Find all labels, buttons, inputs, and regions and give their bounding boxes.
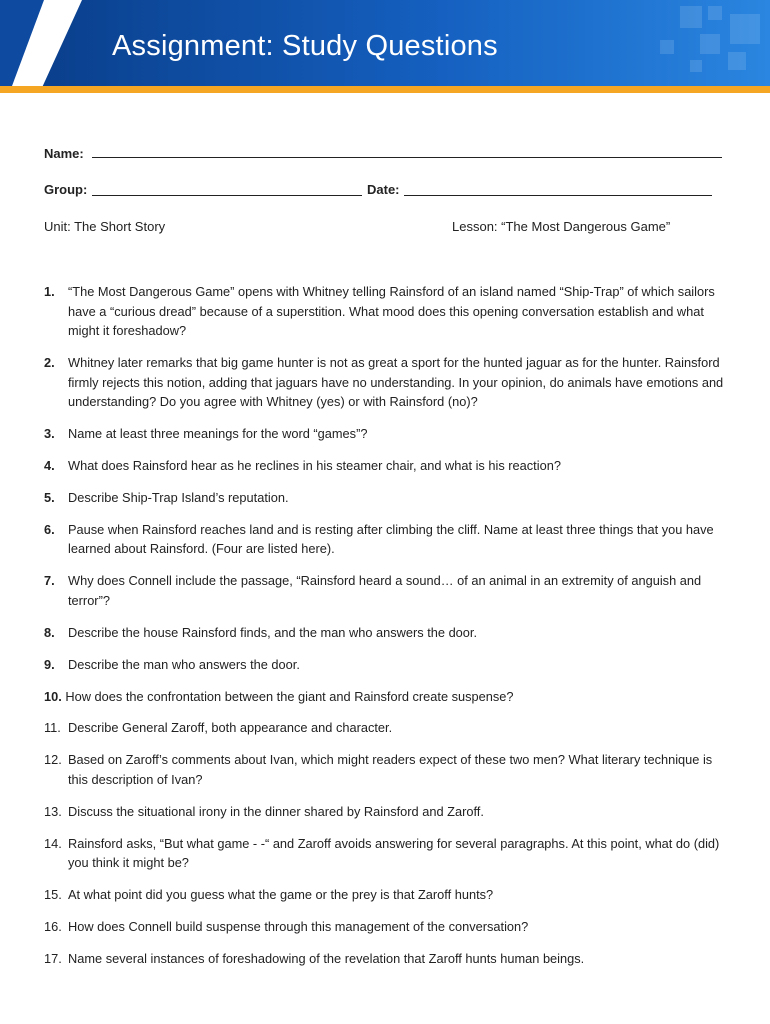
question-number: 6. <box>44 521 55 537</box>
question-text: Describe Ship-Trap Island’s reputation. <box>68 489 289 505</box>
question-number: 15. <box>44 887 62 903</box>
question-item <box>44 571 734 610</box>
question-number: 10. <box>44 688 62 704</box>
question-item <box>44 917 734 937</box>
question-item <box>44 718 734 738</box>
date-field[interactable] <box>404 195 712 196</box>
group-field[interactable] <box>92 195 362 196</box>
question-number: 13. <box>44 803 62 819</box>
questions-list <box>44 282 734 981</box>
question-number: 9. <box>44 656 55 672</box>
question-number: 16. <box>44 919 62 935</box>
question-item <box>44 488 734 508</box>
question-item <box>44 750 734 789</box>
question-text: Based on Zaroff’s comments about Ivan, which might readers expect of these two men? What literary technique is this description of Ivan? <box>68 752 713 787</box>
question-number: 4. <box>44 458 55 474</box>
question-item <box>44 834 734 873</box>
question-number: 2. <box>44 355 55 371</box>
question-number: 1. <box>44 284 55 299</box>
question-text: Why does Connell include the passage, “Rainsford heard a sound… of an animal in an extremity of anguish and terror”? <box>68 573 702 608</box>
date-label: Date: <box>367 182 400 197</box>
question-text: How does Connell build suspense through this management of the conversation? <box>68 919 529 935</box>
question-text: Describe the man who answers the door. <box>68 656 300 672</box>
question-item <box>44 687 734 707</box>
name-label: Name: <box>44 146 84 161</box>
question-item <box>44 424 734 444</box>
question-number: 3. <box>44 426 55 442</box>
group-label: Group: <box>44 182 88 197</box>
question-text: Rainsford asks, “But what game - -“ and Zaroff avoids answering for several paragraphs. At this point, what do (did) you think it might be? <box>68 835 720 871</box>
question-number: 17. <box>44 951 62 966</box>
question-text: Describe the house Rainsford finds, and the man who answers the door. <box>68 624 478 640</box>
question-text: At what point did you guess what the game or the prey is that Zaroff hunts? <box>68 887 494 903</box>
question-text: Discuss the situational irony in the dinner shared by Rainsford and Zaroff. <box>68 803 484 819</box>
question-item <box>44 623 734 643</box>
question-number: 8. <box>44 624 55 640</box>
question-item <box>44 655 734 675</box>
question-text: What does Rainsford hear as he reclines in his steamer chair, and what is his reaction? <box>68 458 561 474</box>
question-item <box>44 456 734 476</box>
question-text: “The Most Dangerous Game” opens with Whitney telling Rainsford of an island named “Ship-Trap” of which sailors have a “curious dread” because of a superstition. What mood does this opening conversation establish and what might it foreshadow? <box>68 284 715 339</box>
question-text: Name several instances of foreshadowing of the revelation that Zaroff hunts human beings. <box>68 951 585 966</box>
question-number: 7. <box>44 573 55 589</box>
name-field[interactable] <box>92 157 722 158</box>
question-number: 5. <box>44 489 55 505</box>
question-text: Describe General Zaroff, both appearance and character. <box>68 720 393 736</box>
unit-text: Unit: The Short Story <box>44 219 166 234</box>
question-text: Pause when Rainsford reaches land and is resting after climbing the cliff. Name at least three things that you have learned about Rainsford. (Four are listed here). <box>68 521 714 557</box>
question-number: 14. <box>44 835 62 851</box>
question-text: Whitney later remarks that big game hunter is not as great a sport for the hunted jaguar as for the hunter. Rainsford firmly rejects this notion, adding that jaguars have no understanding. In your opinion, do animals have emotions and understanding? Do you agree with Whitney (yes) or with Rainsford (no)? <box>68 355 724 410</box>
question-item <box>44 949 734 969</box>
header-banner <box>0 0 770 100</box>
question-item <box>44 520 734 559</box>
question-number: 11. <box>44 720 61 736</box>
question-item <box>44 353 734 412</box>
lesson-text: Lesson: “The Most Dangerous Game” <box>452 219 671 234</box>
question-text: Name at least three meanings for the word “games”? <box>68 426 368 442</box>
question-item <box>44 282 734 341</box>
question-text: How does the confrontation between the giant and Rainsford create suspense? <box>65 688 514 704</box>
question-item <box>44 885 734 905</box>
question-item <box>44 802 734 822</box>
question-number: 12. <box>44 752 62 768</box>
page-title: Assignment: Study Questions <box>112 30 498 62</box>
